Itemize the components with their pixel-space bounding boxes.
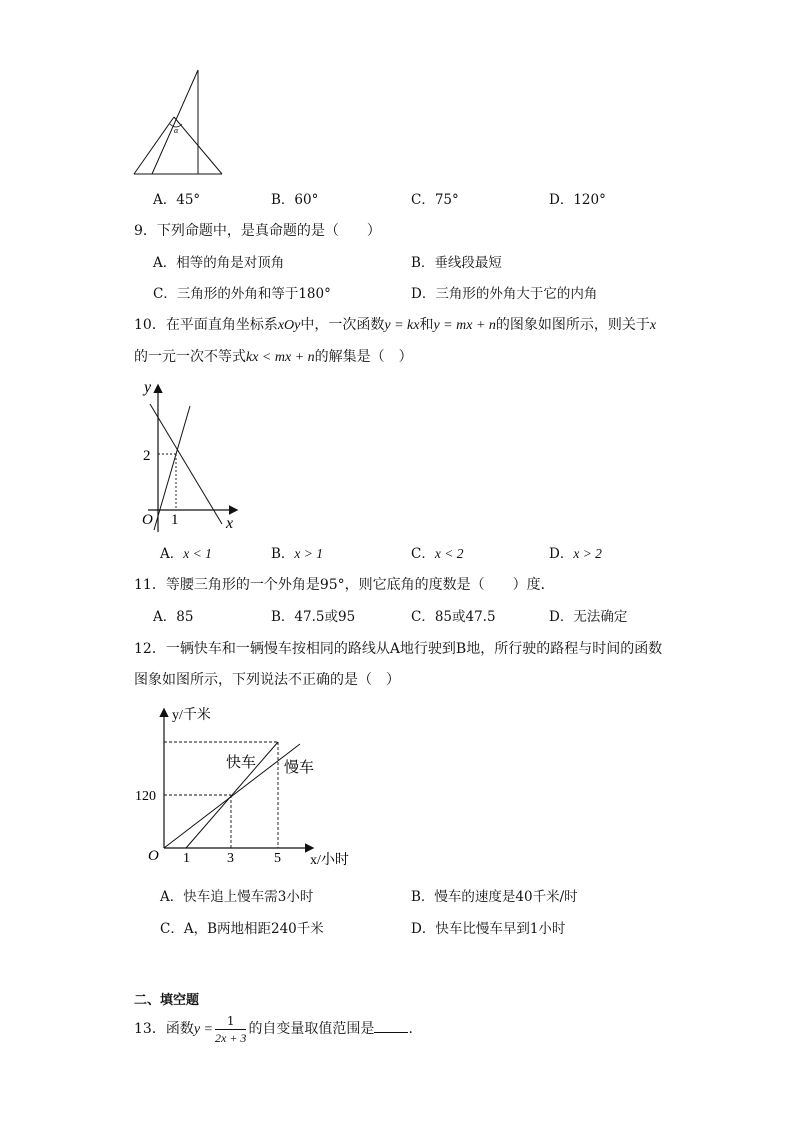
q10-tick-y-2: 2 bbox=[143, 448, 151, 464]
q11-option-b[interactable]: B．47.5或95 bbox=[271, 609, 356, 625]
q10-tick-x-1: 1 bbox=[171, 512, 179, 528]
q12-y-label: y/千米 bbox=[172, 708, 211, 723]
q12-origin-label: O bbox=[148, 848, 159, 864]
q12-stem-line1: 12．一辆快车和一辆慢车按相同的路线从A地行驶到B地，所行驶的路程与时间的函数 bbox=[134, 641, 663, 657]
q12-fast-car-label: 快车 bbox=[226, 753, 257, 771]
q12-option-d[interactable]: D．快车比慢车早到1小时 bbox=[411, 921, 566, 937]
q8-option-b[interactable]: B．60° bbox=[271, 192, 319, 208]
q10-stem-line1: 10．在平面直角坐标系xOy中，一次函数y = kx和y = mx + n的图象如图所示，则关于x bbox=[134, 317, 657, 333]
q8-option-a[interactable]: A．45° bbox=[153, 192, 201, 208]
q10-graph bbox=[130, 372, 250, 536]
q9-option-b[interactable]: B．垂线段最短 bbox=[411, 255, 502, 271]
q8-option-d[interactable]: D．120° bbox=[549, 192, 606, 208]
q8-ruler-long bbox=[152, 70, 198, 174]
q10-y-label: y bbox=[144, 379, 152, 396]
q9-option-a[interactable]: A．相等的角是对顶角 bbox=[153, 255, 285, 271]
q10-option-c[interactable]: C．x < 2 bbox=[411, 546, 464, 562]
q12-graph bbox=[130, 700, 370, 872]
q9-option-d[interactable]: D．三角形的外角大于它的内角 bbox=[411, 286, 598, 302]
q10-option-d[interactable]: D．x > 2 bbox=[549, 546, 602, 562]
q11-option-d[interactable]: D．无法确定 bbox=[549, 609, 628, 625]
q8-figure bbox=[128, 62, 228, 178]
q12-slow-car-label: 慢车 bbox=[284, 758, 315, 776]
q11-stem: 11．等腰三角形的一个外角是95°，则它底角的度数是（ ）度． bbox=[134, 577, 555, 593]
section-title-fill-in: 二、填空题 bbox=[134, 993, 200, 1008]
q8-triangle-left bbox=[134, 117, 174, 174]
q10-x-label: x bbox=[226, 515, 234, 532]
q11-option-c[interactable]: C．85或47.5 bbox=[411, 609, 496, 625]
q10-option-b[interactable]: B．x > 1 bbox=[271, 546, 324, 562]
q9-option-c[interactable]: C．三角形的外角和等于180° bbox=[153, 286, 331, 302]
q12-tick-x-3: 3 bbox=[227, 851, 234, 866]
q10-option-a[interactable]: A．x < 1 bbox=[160, 546, 212, 562]
q12-tick-x-5: 5 bbox=[274, 851, 281, 866]
q8-alpha-label: α bbox=[174, 126, 179, 135]
q12-x-label: x/小时 bbox=[310, 853, 349, 868]
q12-tick-y-120: 120 bbox=[135, 789, 156, 804]
q11-option-a[interactable]: A．85 bbox=[153, 609, 194, 625]
q13-stem: 13．函数y = $\frac{1}{2x + 3}$ 的自变量取值范围是 . bbox=[134, 1013, 413, 1045]
q12-option-a[interactable]: A．快车追上慢车需3小时 bbox=[160, 889, 314, 905]
q12-tick-x-1: 1 bbox=[183, 851, 190, 866]
q12-stem-line2: 图象如图所示，下列说法不正确的是（ ） bbox=[134, 672, 400, 688]
q10-stem-line2: 的一元一次不等式kx < mx + n的解集是（ ） bbox=[134, 349, 413, 365]
q12-option-b[interactable]: B．慢车的速度是40千米/时 bbox=[411, 889, 578, 905]
q13-fraction: $\frac{1}{2x + 3}$ bbox=[215, 1013, 247, 1045]
q9-stem: 9．下列命题中，是真命题的是（ ） bbox=[134, 223, 381, 239]
q12-option-c[interactable]: C．A，B两地相距240千米 bbox=[160, 921, 324, 937]
q10-origin-label: O bbox=[142, 512, 153, 528]
q8-option-c[interactable]: C．75° bbox=[411, 192, 459, 208]
q13-answer-blank[interactable] bbox=[374, 1020, 408, 1033]
